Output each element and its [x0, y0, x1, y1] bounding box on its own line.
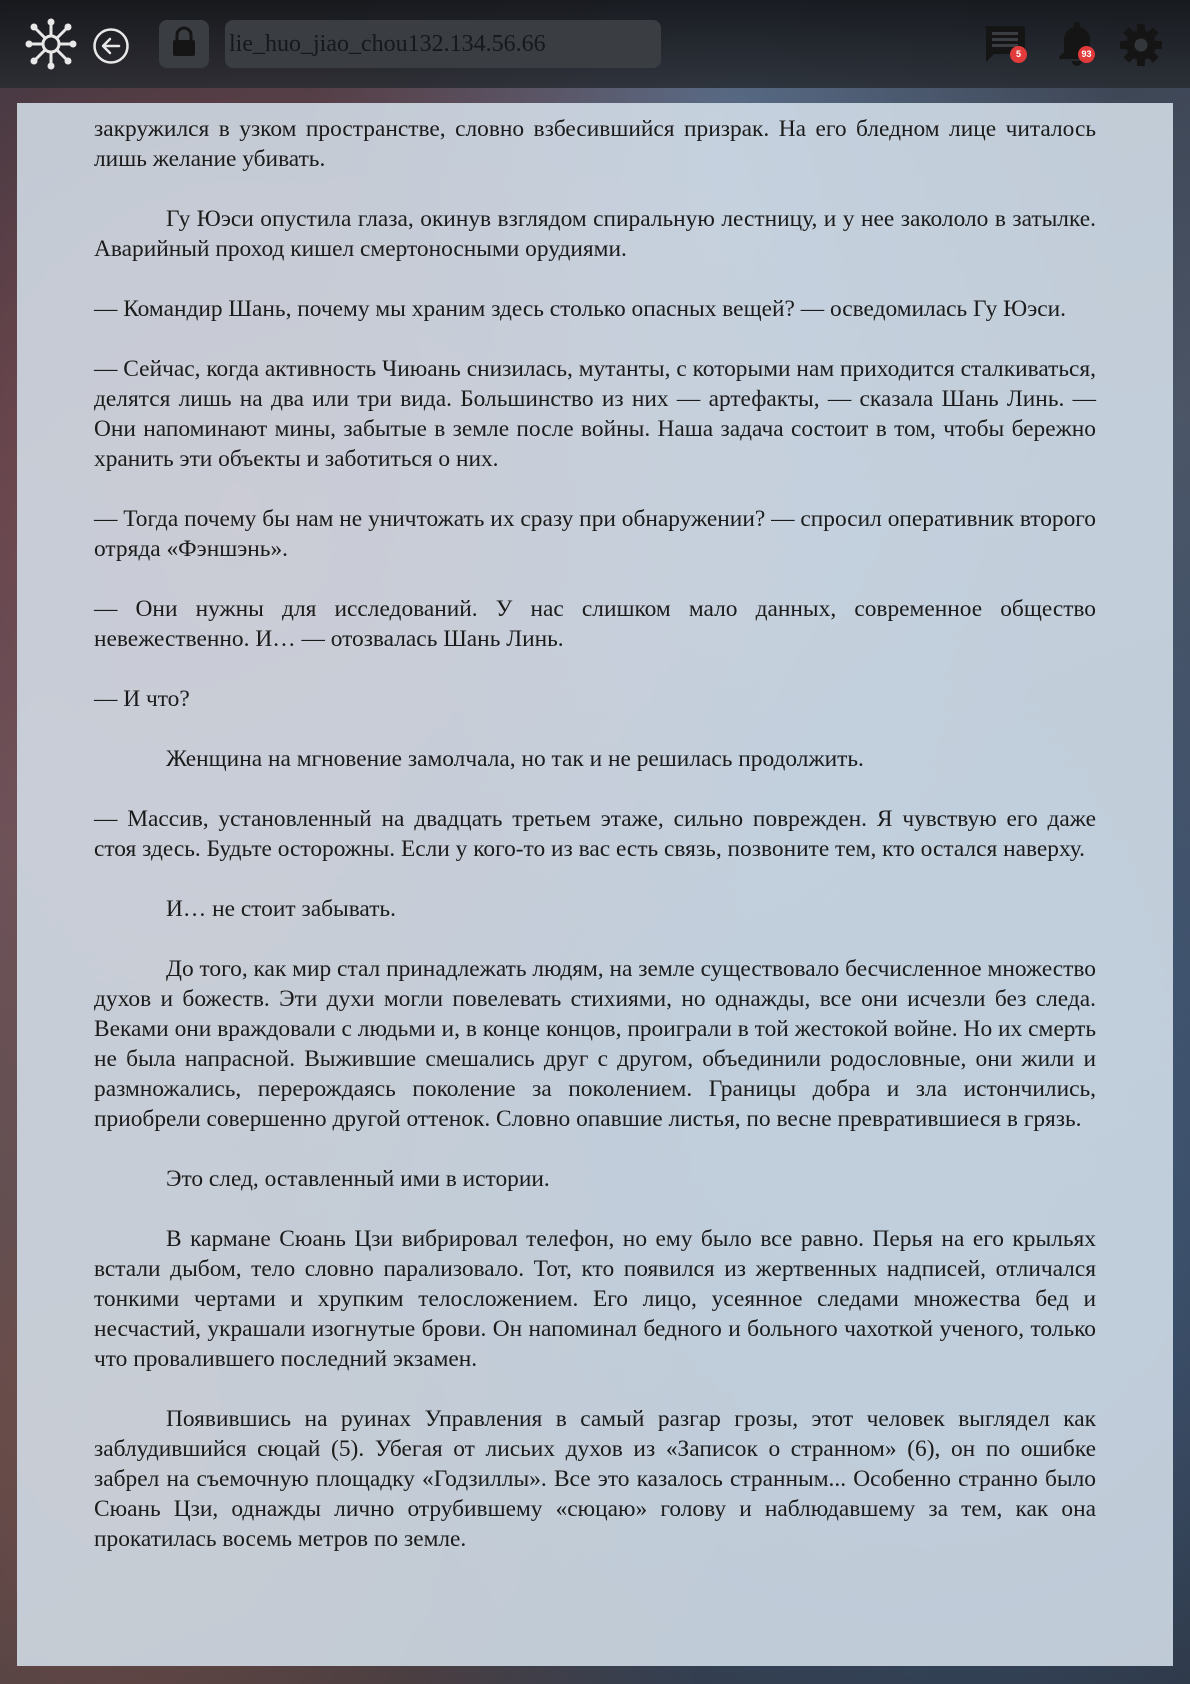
- paragraph: — Тогда почему бы нам не уничтожать их сразу при обнаружении? — спросил оперативник второго отряда «Фэншэнь».: [94, 506, 1096, 562]
- paragraph: Женщина на мгновение замолчала, но так и не решилась продолжить.: [166, 746, 864, 772]
- gear-icon[interactable]: [1118, 22, 1164, 68]
- paragraph: — И что?: [94, 686, 190, 712]
- lock-icon: [169, 26, 199, 63]
- top-toolbar: [0, 0, 1190, 88]
- notifications-count-badge: 93: [1078, 46, 1095, 63]
- lock-button[interactable]: [159, 20, 209, 68]
- paragraph: Появившись на руинах Управления в самый разгар грозы, этот человек выглядел как заблудившийся сюцай (5). Убегая от лисьих духов из «Записок о странном» (6), он по ошибке забрел на съемочную площадку «Годзиллы». Все это казалось странным... Особенно странно было Сюань Цзи, однажды лично отрубившему «сюцаю» голову и наблюдавшему за тем, как она прокатилась восемь метров по земле.: [94, 1406, 1096, 1552]
- paragraph: — Сейчас, когда активность Чиюань снизилась, мутанты, с которыми нам приходится сталкиваться, делятся лишь на два или три вида. Большинство из них — артефакты, — сказала Шань Линь. — Они напоминают мины, забытые в земле после войны. Наша задача состоит в том, чтобы бережно хранить эти объекты и заботиться о них.: [94, 356, 1096, 472]
- paragraph: И… не стоит забывать.: [166, 896, 396, 922]
- paragraph: — Они нужны для исследований. У нас слишком мало данных, современное общество невежественно. И… — отозвалась Шань Линь.: [94, 596, 1096, 652]
- paragraph: закружился в узком пространстве, словно взбесившийся призрак. На его бледном лице читалось лишь желание убивать.: [94, 116, 1096, 172]
- back-arrow-icon[interactable]: [92, 27, 130, 65]
- messages-count-badge: 5: [1010, 46, 1027, 63]
- paragraph: Это след, оставленный ими в истории.: [166, 1166, 550, 1192]
- paragraph: — Массив, установленный на двадцать третьем этаже, сильно поврежден. Я чувствую его даже стоя здесь. Будьте осторожны. Если у кого-то из вас есть связь, позвоните тем, кто остался наверху.: [94, 806, 1096, 862]
- network-hub-icon[interactable]: [24, 17, 78, 71]
- paragraph: В кармане Сюань Цзи вибрировал телефон, но ему было все равно. Перья на его крыльях встали дыбом, тело словно парализовало. Тот, кто появился из жертвенных надписей, отличался тонкими чертами и хрупким телосложением. Его лицо, усеянное следами множества бед и несчастий, украшали изогнутые брови. Он напоминал бедного и больного чахоткой ученого, только что провалившего последний экзамен.: [94, 1226, 1096, 1372]
- reader-content[interactable]: [17, 103, 1173, 1666]
- paragraph: Гу Юэси опустила глаза, окинув взглядом спиральную лестницу, и у нее закололо в затылке. Аварийный проход кишел смертоносными орудиями.: [94, 206, 1096, 262]
- messages-button[interactable]: [982, 22, 1028, 68]
- paragraph: До того, как мир стал принадлежать людям, на земле существовало бесчисленное множество духов и божеств. Эти духи могли повелевать стихиями, но однажды, все они исчезли без следа. Веками они враждовали с людьми и, в конце концов, проиграли в той жестокой войне. Но их смерть не была напрасной. Выжившие смешались друг с другом, объединили родословные, они жили и размножались, перерождаясь поколение за поколением. Границы добра и зла истончились, приобрели совершенно другой оттенок. Словно опавшие листья, по весне превратившиеся в грязь.: [94, 956, 1096, 1132]
- paragraph: — Командир Шань, почему мы храним здесь столько опасных вещей? — осведомилась Гу Юэси.: [94, 296, 1067, 322]
- notifications-button[interactable]: [1054, 22, 1100, 68]
- address-input[interactable]: [225, 20, 661, 68]
